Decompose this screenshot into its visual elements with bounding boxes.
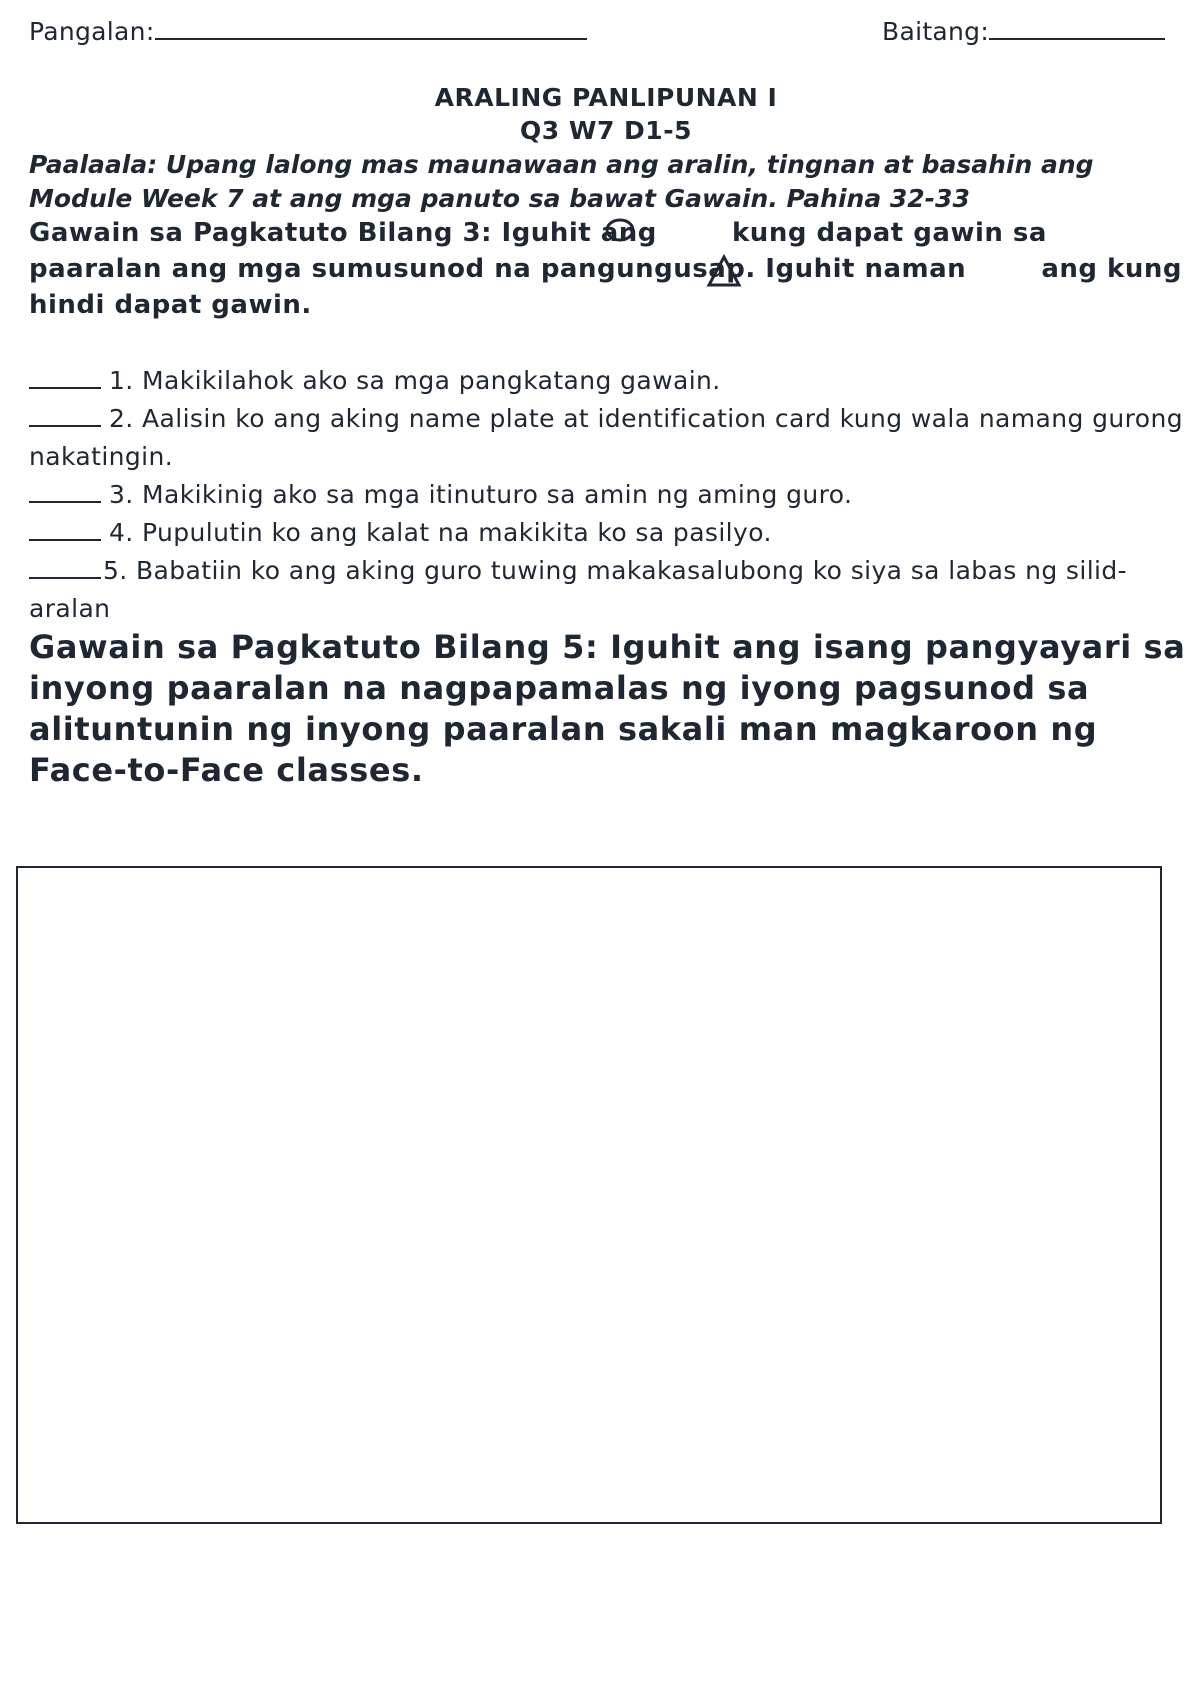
subject-title: ARALING PANLIPUNAN I <box>434 83 778 112</box>
name-field[interactable] <box>29 16 587 46</box>
task3-text-part1: Gawain sa Pagkatuto Bilang 3: Iguhit ang <box>29 218 657 248</box>
list-item <box>29 400 1189 476</box>
answer-blank-4[interactable] <box>29 519 101 541</box>
answer-blank-2[interactable] <box>29 405 101 427</box>
item-text: 3. Makikinig ako sa mga itinuturo sa amin ng aming guro. <box>109 480 853 509</box>
circle-icon <box>604 216 636 244</box>
list-item <box>29 514 1189 552</box>
grade-blank-line[interactable] <box>989 16 1165 40</box>
task5-instructions: Gawain sa Pagkatuto Bilang 5: Iguhit ang isang pangyayari sa inyong paaralan na nagpapamalas ng iyong pagsunod sa alituntunin ng inyong paaralan sakali man magkaroon ng Face-to-Face classes. <box>29 628 1186 789</box>
list-item <box>29 552 1189 628</box>
list-item <box>29 476 1189 514</box>
answer-blank-3[interactable] <box>29 481 101 503</box>
name-blank-line[interactable] <box>155 16 587 40</box>
lesson-code: Q3 W7 D1-5 <box>520 116 692 145</box>
item-text: 2. Aalisin ko ang aking name plate at identification card kung wala namang gurong nakatingin. <box>29 404 1183 471</box>
list-item <box>29 362 1189 400</box>
name-label: Pangalan: <box>29 17 155 46</box>
item-text: 1. Makikilahok ako sa mga pangkatang gawain. <box>109 366 721 395</box>
answer-blank-1[interactable] <box>29 367 101 389</box>
task3-text-part2: kung dapat gawin sa paaralan ang mga sumusunod na pangungusap. Iguhit naman <box>29 218 1047 284</box>
triangle-icon <box>706 254 742 288</box>
item-text: 4. Pupulutin ko ang kalat na makikita ko sa pasilyo. <box>109 518 772 547</box>
task3-items <box>29 362 1189 628</box>
drawing-box[interactable] <box>16 866 1162 1524</box>
item-text: 5. Babatiin ko ang aking guro tuwing makakasalubong ko siya sa labas ng silid-aralan <box>29 556 1128 623</box>
grade-label: Baitang: <box>882 17 990 46</box>
answer-blank-5[interactable] <box>29 557 101 579</box>
task3-text-part3: ang kung hindi dapat gawin. <box>29 254 1182 320</box>
reminder-note: Paalaala: Upang lalong mas maunawaan ang aralin, tingnan at basahin ang Module Week 7 at ang mga panuto sa bawat Gawain. Pahina 32-33 <box>29 150 1094 213</box>
grade-field[interactable] <box>882 16 1165 46</box>
